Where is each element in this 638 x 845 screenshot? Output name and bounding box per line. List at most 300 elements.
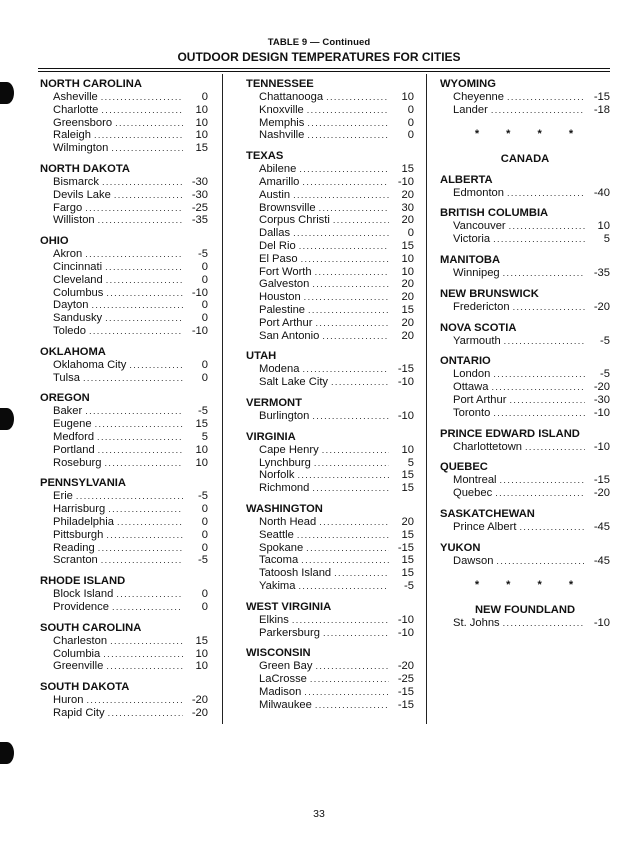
design-temperature: 20 <box>401 278 414 291</box>
city-name: Portland <box>53 443 95 456</box>
design-temperature: 0 <box>201 299 208 312</box>
city-name: El Paso <box>259 252 298 265</box>
column-divider <box>426 74 427 724</box>
city-row <box>40 189 208 202</box>
region-section <box>40 575 208 614</box>
city-name: Toledo <box>53 324 86 337</box>
design-temperature: 10 <box>401 91 414 103</box>
city-row <box>440 187 610 200</box>
design-temperature: 10 <box>195 116 208 129</box>
region-heading: SOUTH DAKOTA <box>40 681 130 694</box>
city-row <box>246 529 414 542</box>
header-rule <box>38 68 610 69</box>
design-temperature: 15 <box>401 554 414 567</box>
city-name: Montreal <box>453 474 497 487</box>
city-row <box>40 648 208 661</box>
city-row <box>246 376 414 389</box>
page-number: 33 <box>313 808 325 820</box>
dot-leader <box>308 304 389 317</box>
region-heading: CANADA <box>500 152 550 165</box>
region-heading: WASHINGTON <box>246 502 323 515</box>
city-name: Memphis <box>259 116 305 129</box>
dot-leader <box>509 394 585 407</box>
design-temperature: -5 <box>198 554 208 567</box>
city-name: Philadelphia <box>53 515 114 528</box>
design-temperature: 0 <box>201 515 208 528</box>
design-temperature: 20 <box>401 515 414 528</box>
design-temperature: 15 <box>401 528 414 541</box>
dot-leader <box>302 363 389 376</box>
design-temperature: 0 <box>201 503 208 516</box>
dot-leader <box>101 104 183 117</box>
region-section <box>246 350 414 389</box>
city-row <box>246 91 414 104</box>
city-row <box>246 278 414 291</box>
dot-leader <box>117 516 183 529</box>
region-section <box>440 78 610 117</box>
city-name: Austin <box>259 188 291 201</box>
section-separator: * * * * <box>474 578 586 591</box>
city-name: Tatoosh Island <box>259 567 332 580</box>
city-name: Ottawa <box>453 381 489 394</box>
city-row <box>246 317 414 330</box>
city-row <box>40 359 208 372</box>
city-name: Port Arthur <box>453 393 507 406</box>
design-temperature: -20 <box>191 706 208 719</box>
design-temperature: -10 <box>397 409 414 422</box>
region-section <box>440 542 610 568</box>
city-row <box>40 202 208 215</box>
dot-leader <box>106 660 183 673</box>
binder-hole-icon <box>0 408 14 430</box>
design-temperature: 10 <box>195 456 208 469</box>
region-heading: PRINCE EDWARD ISLAND <box>440 427 580 440</box>
design-temperature: 0 <box>201 600 208 613</box>
design-temperature: 20 <box>401 214 414 227</box>
city-name: Erie <box>53 490 73 503</box>
design-temperature: -30 <box>191 188 208 201</box>
city-row <box>40 444 208 457</box>
city-row <box>40 372 208 385</box>
city-row <box>440 233 610 246</box>
dot-leader <box>315 699 389 712</box>
city-row <box>246 410 414 423</box>
region-section <box>246 647 414 711</box>
dot-leader <box>116 588 183 601</box>
region-heading: VIRGINIA <box>246 430 296 443</box>
dot-leader <box>507 187 585 200</box>
region-section <box>246 601 414 640</box>
design-temperature: 0 <box>201 312 208 325</box>
dot-leader <box>105 457 183 470</box>
city-row <box>246 627 414 640</box>
city-name: Scranton <box>53 554 98 567</box>
city-name: Madison <box>259 685 302 698</box>
city-name: Salt Lake City <box>259 376 329 389</box>
design-temperature: 0 <box>407 129 414 142</box>
region-heading: OKLAHOMA <box>40 345 106 358</box>
city-row <box>440 381 610 394</box>
region-heading: QUEBEC <box>440 461 488 474</box>
design-temperature: 10 <box>195 647 208 660</box>
dot-leader <box>500 474 585 487</box>
region-section <box>40 622 208 673</box>
region-section <box>246 78 414 142</box>
dot-leader <box>115 117 183 130</box>
dot-leader <box>101 91 183 104</box>
city-row <box>40 142 208 155</box>
dot-leader <box>504 335 585 348</box>
region-heading: SOUTH CAROLINA <box>40 621 142 634</box>
city-name: Port Arthur <box>259 316 313 329</box>
dot-leader <box>98 542 183 555</box>
dot-leader <box>314 457 389 470</box>
region-heading: YUKON <box>440 541 481 554</box>
city-name: Lynchburg <box>259 456 311 469</box>
city-name: Norfolk <box>259 469 295 482</box>
region-section <box>440 207 610 246</box>
dot-leader <box>310 673 389 686</box>
design-temperature: 0 <box>201 260 208 273</box>
region-section <box>40 392 208 469</box>
city-row <box>246 214 414 227</box>
dot-leader <box>110 635 183 648</box>
city-name: Modena <box>259 363 300 376</box>
dot-leader <box>312 278 389 291</box>
city-name: Devils Lake <box>53 188 111 201</box>
region-heading: NOVA SCOTIA <box>440 321 517 334</box>
city-row <box>246 129 414 142</box>
dot-leader <box>301 554 389 567</box>
city-row <box>246 363 414 376</box>
region-section <box>440 508 610 534</box>
design-temperature: 20 <box>401 316 414 329</box>
design-temperature: -5 <box>198 490 208 503</box>
city-row <box>246 266 414 279</box>
city-row <box>440 368 610 381</box>
region-heading: OREGON <box>40 392 90 405</box>
dot-leader <box>105 261 183 274</box>
design-temperature: 0 <box>407 103 414 116</box>
design-temperature: 0 <box>407 116 414 129</box>
city-row <box>246 291 414 304</box>
column-1 <box>40 78 208 728</box>
dot-leader <box>83 372 183 385</box>
city-row <box>246 469 414 482</box>
design-temperature: -20 <box>593 381 610 394</box>
region-section <box>40 681 208 720</box>
city-name: Seattle <box>259 528 294 541</box>
city-name: Providence <box>53 600 109 613</box>
design-temperature: -20 <box>593 300 610 313</box>
region-section <box>440 254 610 280</box>
dot-leader <box>86 694 183 707</box>
city-row <box>246 673 414 686</box>
design-temperature: 10 <box>597 220 610 233</box>
dot-leader <box>299 240 389 253</box>
dot-leader <box>493 233 585 246</box>
design-temperature: -5 <box>600 368 610 381</box>
city-name: Spokane <box>259 541 304 554</box>
design-temperature: 5 <box>201 430 208 443</box>
dot-leader <box>319 202 389 215</box>
city-row <box>40 588 208 601</box>
city-row <box>246 104 414 117</box>
city-name: LaCrosse <box>259 673 307 686</box>
dot-leader <box>322 330 389 343</box>
city-row <box>440 521 610 534</box>
region-section <box>440 428 610 454</box>
dot-leader <box>513 301 585 314</box>
dot-leader <box>307 129 389 142</box>
city-name: Houston <box>259 291 301 304</box>
region-section <box>246 503 414 593</box>
design-temperature: -5 <box>404 579 414 592</box>
dot-leader <box>315 660 389 673</box>
design-temperature: -20 <box>191 694 208 707</box>
design-temperature: -15 <box>397 698 414 711</box>
city-name: Asheville <box>53 91 98 103</box>
city-row <box>40 601 208 614</box>
city-row <box>40 457 208 470</box>
region-heading: WYOMING <box>440 78 496 90</box>
region-heading: NEW BRUNSWICK <box>440 287 539 300</box>
design-temperature: -10 <box>593 616 610 629</box>
city-name: Columbia <box>53 647 101 660</box>
design-temperature: 30 <box>401 201 414 214</box>
city-row <box>40 431 208 444</box>
city-name: Block Island <box>53 588 114 601</box>
design-temperature: 15 <box>195 418 208 431</box>
design-temperature: -25 <box>397 673 414 686</box>
city-name: Winnipeg <box>453 266 500 279</box>
dot-leader <box>491 381 585 394</box>
city-row <box>40 405 208 418</box>
city-name: Rapid City <box>53 706 105 719</box>
design-temperature: 0 <box>201 371 208 384</box>
dot-leader <box>299 163 389 176</box>
city-name: Fargo <box>53 201 83 214</box>
city-row <box>440 555 610 568</box>
design-temperature: 0 <box>201 528 208 541</box>
city-row <box>246 542 414 555</box>
dot-leader <box>101 554 183 567</box>
city-name: Chattanooga <box>259 91 324 103</box>
city-name: Quebec <box>453 487 493 500</box>
design-temperature: -5 <box>600 334 610 347</box>
city-name: Yarmouth <box>453 334 501 347</box>
city-name: Roseburg <box>53 456 102 469</box>
region-heading: WISCONSIN <box>246 647 311 660</box>
city-name: Cheyenne <box>453 91 505 103</box>
dot-leader <box>297 529 389 542</box>
city-row <box>246 304 414 317</box>
city-name: Victoria <box>453 233 491 246</box>
binder-hole-icon <box>0 742 14 764</box>
region-section <box>40 78 208 155</box>
design-temperature: -35 <box>593 266 610 279</box>
dot-leader <box>306 542 389 555</box>
dot-leader <box>108 707 183 720</box>
city-name: Yakima <box>259 579 296 592</box>
dot-leader <box>106 274 183 287</box>
city-row <box>40 503 208 516</box>
dot-leader <box>106 287 183 300</box>
city-name: Nashville <box>259 129 305 142</box>
dot-leader <box>503 267 585 280</box>
city-name: Raleigh <box>53 129 91 142</box>
city-row <box>40 312 208 325</box>
design-temperature: 10 <box>401 443 414 456</box>
region-section <box>40 477 208 567</box>
city-name: Charleston <box>53 634 108 647</box>
city-row <box>246 660 414 673</box>
dot-leader <box>319 516 389 529</box>
city-row <box>40 274 208 287</box>
city-name: Green Bay <box>259 660 313 673</box>
dot-leader <box>312 410 389 423</box>
region-heading: ONTARIO <box>440 355 491 368</box>
region-section <box>440 355 610 419</box>
dot-leader <box>496 555 585 568</box>
city-name: Medford <box>53 430 95 443</box>
region-section <box>246 150 414 342</box>
city-row <box>440 407 610 420</box>
region-heading: NORTH DAKOTA <box>40 162 130 175</box>
region-heading: NEW FOUNDLAND <box>474 603 576 616</box>
region-heading: BRITISH COLUMBIA <box>440 207 549 220</box>
city-row <box>246 699 414 712</box>
city-name: Del Rio <box>259 239 296 252</box>
design-temperature: -10 <box>397 175 414 188</box>
region-section <box>40 235 208 338</box>
region-section <box>440 604 610 630</box>
city-name: Elkins <box>259 613 289 626</box>
city-row <box>440 91 610 104</box>
design-temperature: 20 <box>401 329 414 342</box>
city-row <box>440 487 610 500</box>
design-temperature: -5 <box>198 248 208 261</box>
city-row <box>40 261 208 274</box>
dot-leader <box>85 405 183 418</box>
city-row <box>40 91 208 104</box>
city-name: London <box>453 368 491 381</box>
dot-leader <box>111 142 183 155</box>
city-name: Oklahoma City <box>53 358 127 371</box>
city-row <box>40 214 208 227</box>
city-name: Charlotte <box>53 103 99 116</box>
region-section <box>246 397 414 423</box>
design-temperature: -30 <box>191 175 208 188</box>
dot-leader <box>106 529 183 542</box>
city-name: Burlington <box>259 409 310 422</box>
dot-leader <box>495 487 585 500</box>
city-row <box>440 267 610 280</box>
city-row <box>40 176 208 189</box>
city-row <box>40 418 208 431</box>
city-name: Cape Henry <box>259 443 319 456</box>
dot-leader <box>323 627 389 640</box>
dot-leader <box>334 567 389 580</box>
table-title: OUTDOOR DESIGN TEMPERATURES FOR CITIES <box>177 50 461 64</box>
binder-hole-icon <box>0 82 14 104</box>
design-temperature: 20 <box>401 188 414 201</box>
dot-leader <box>102 176 183 189</box>
design-temperature: 10 <box>195 443 208 456</box>
design-temperature: -45 <box>593 520 610 533</box>
dot-leader <box>302 176 389 189</box>
city-name: Cincinnati <box>53 260 103 273</box>
city-name: Harrisburg <box>53 503 106 516</box>
city-name: Reading <box>53 541 95 554</box>
city-row <box>40 516 208 529</box>
design-temperature: -10 <box>397 613 414 626</box>
dot-leader <box>112 601 183 614</box>
dot-leader <box>304 686 389 699</box>
city-row <box>40 248 208 261</box>
design-temperature: -25 <box>191 201 208 214</box>
design-temperature: -10 <box>593 440 610 453</box>
city-name: Richmond <box>259 482 310 495</box>
dot-leader <box>304 291 389 304</box>
city-row <box>40 117 208 130</box>
region-heading: MANITOBA <box>440 253 501 266</box>
region-section <box>40 346 208 385</box>
city-row <box>440 335 610 348</box>
city-row <box>246 482 414 495</box>
dot-leader <box>326 91 389 104</box>
dot-leader <box>307 104 389 117</box>
city-name: Charlottetown <box>453 440 523 453</box>
city-row <box>440 474 610 487</box>
city-row <box>246 554 414 567</box>
region-section <box>440 461 610 500</box>
design-temperature: 5 <box>603 233 610 246</box>
design-temperature: 15 <box>195 142 208 155</box>
design-temperature: 0 <box>201 541 208 554</box>
column-divider <box>222 74 223 724</box>
city-name: Knoxville <box>259 103 304 116</box>
design-temperature: 15 <box>401 482 414 495</box>
design-temperature: 15 <box>401 163 414 176</box>
city-name: Vancouver <box>453 220 506 233</box>
city-row <box>246 614 414 627</box>
city-name: Eugene <box>53 418 92 431</box>
region-section <box>440 153 610 166</box>
design-temperature: 10 <box>401 252 414 265</box>
design-temperature: 15 <box>401 469 414 482</box>
city-row <box>246 457 414 470</box>
dot-leader <box>503 617 585 630</box>
city-name: Columbus <box>53 286 104 299</box>
city-name: Lander <box>453 103 488 116</box>
city-row <box>440 617 610 630</box>
design-temperature: -10 <box>397 376 414 389</box>
design-temperature: -10 <box>397 626 414 639</box>
city-row <box>40 694 208 707</box>
design-temperature: 15 <box>195 634 208 647</box>
city-row <box>40 299 208 312</box>
city-row <box>40 707 208 720</box>
dot-leader <box>94 129 183 142</box>
column-3 <box>440 78 610 637</box>
city-row <box>40 554 208 567</box>
city-name: North Head <box>259 515 317 528</box>
city-name: Greenville <box>53 660 104 673</box>
city-name: Bismarck <box>53 175 99 188</box>
city-name: Milwaukee <box>259 698 312 711</box>
dot-leader <box>519 521 585 534</box>
